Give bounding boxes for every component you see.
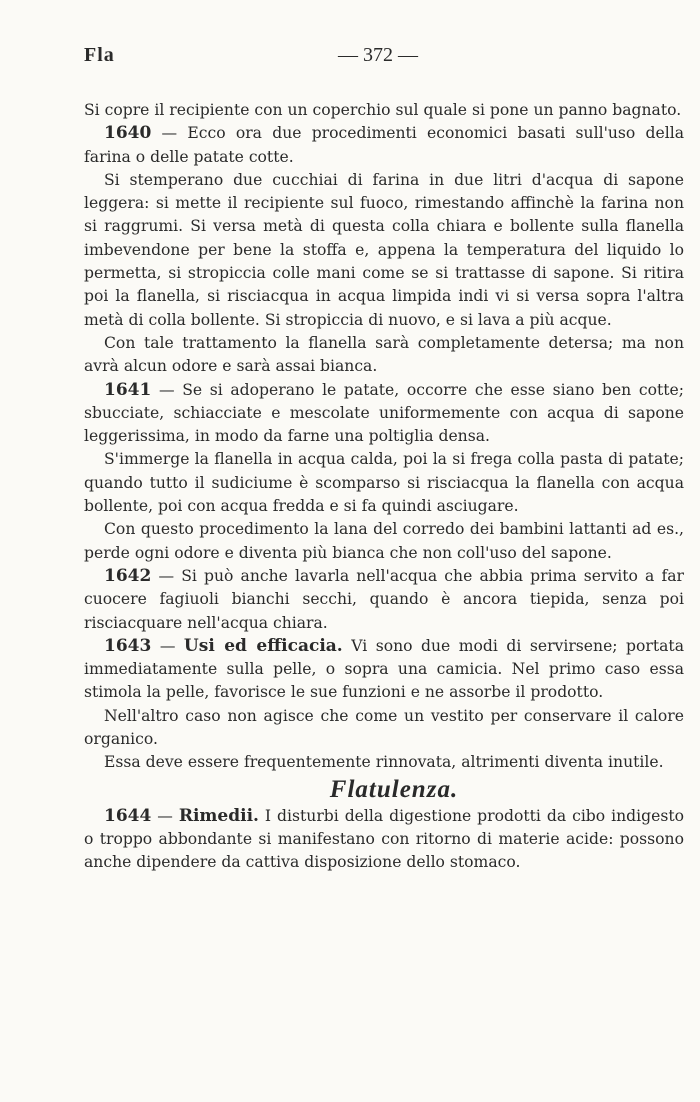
entry-number: 1643 bbox=[104, 635, 152, 656]
paragraph: S'immerge la flanella in acqua calda, poi la si frega colla pasta di patate; quando tutto il sudiciume è scomparso si risciacqua la flanella con acqua bollente, poi con acqua fredda e si fa quindi asciugare. bbox=[84, 450, 684, 516]
paragraph: Con questo procedimento la lana del corredo dei bambini lattanti ad es., perde ogni odore e diventa più bianca che non coll'uso del sapone. bbox=[84, 520, 684, 562]
paragraph: 1640 — Ecco ora due procedimenti economici basati sull'uso della farina o delle patate cotte. bbox=[84, 123, 684, 166]
paragraph: Si stemperano due cucchiai di farina in due litri d'acqua di sapone leggera: si mette il recipiente sul fuoco, rimestando affinchè la farina non si raggrumi. Si versa metà di questa colla chiara e bollente sulla flanella imbevendone per bene la stoffa e, appena la temperatura del liquido lo permetta, si stropiccia colle mani come se si trattasse di sapone. Si ritira poi la flanella, si risciacqua in acqua limpida indi vi si versa sopra l'altra metà di colla bollente. Si stropiccia di nuovo, e si lava a più acque. bbox=[84, 170, 684, 329]
entry-number: 1641 bbox=[104, 379, 152, 400]
entry-number: 1644 bbox=[104, 805, 152, 826]
paragraph: Essa deve essere frequentemente rinnovata, altrimenti diventa inutile. bbox=[104, 753, 664, 772]
paragraph: 1642 — Si può anche lavarla nell'acqua che abbia prima servito a far cuocere fagiuoli bianchi secchi, quando è ancora tiepida, senza poi risciacquare nell'acqua chiara. bbox=[84, 565, 684, 632]
entry-heading: Usi ed efficacia. bbox=[183, 635, 343, 656]
entry-heading: Rimedii. bbox=[178, 805, 259, 826]
entry-number: 1642 bbox=[104, 565, 152, 586]
page-number: — 372 — bbox=[338, 44, 418, 66]
entry-number: 1640 bbox=[104, 123, 152, 144]
paragraph: Nell'altro caso non agisce che come un vestito per conservare il calore organico. bbox=[84, 706, 684, 749]
paragraph: 1643 — Usi ed efficacia. Vi sono due modi di servirsene; portata immediatamente sulla pelle, o sopra una camicia. Nel primo caso essa stimola la pelle, favorisce le sue funzioni e ne assorbe il prodotto. bbox=[84, 635, 684, 702]
section-title: Flatulenza. bbox=[329, 775, 459, 803]
body-text bbox=[84, 99, 684, 875]
paragraph: Con tale trattamento la flanella sarà completamente detersa; ma non avrà alcun odore e sarà assai bianca. bbox=[84, 333, 684, 376]
paragraph: 1641 — Se si adoperano le patate, occorre che esse siano ben cotte; sbucciate, schiacciate e mescolate uniformemente con acqua di sapone leggerissima, in modo da farne una poltiglia densa. bbox=[84, 379, 684, 446]
paragraph: Si copre il recipiente con un coperchio sul quale si pone un panno bagnato. bbox=[84, 101, 682, 119]
running-title: Fla bbox=[84, 44, 115, 66]
page-header bbox=[84, 44, 684, 74]
paragraph: 1644 — Rimedii. I disturbi della digestione prodotti da cibo indigesto o troppo abbondante si manifestano con ritorno di materie acide: possono anche dipendere da cattiva disposizione dello stomaco. bbox=[84, 805, 684, 872]
